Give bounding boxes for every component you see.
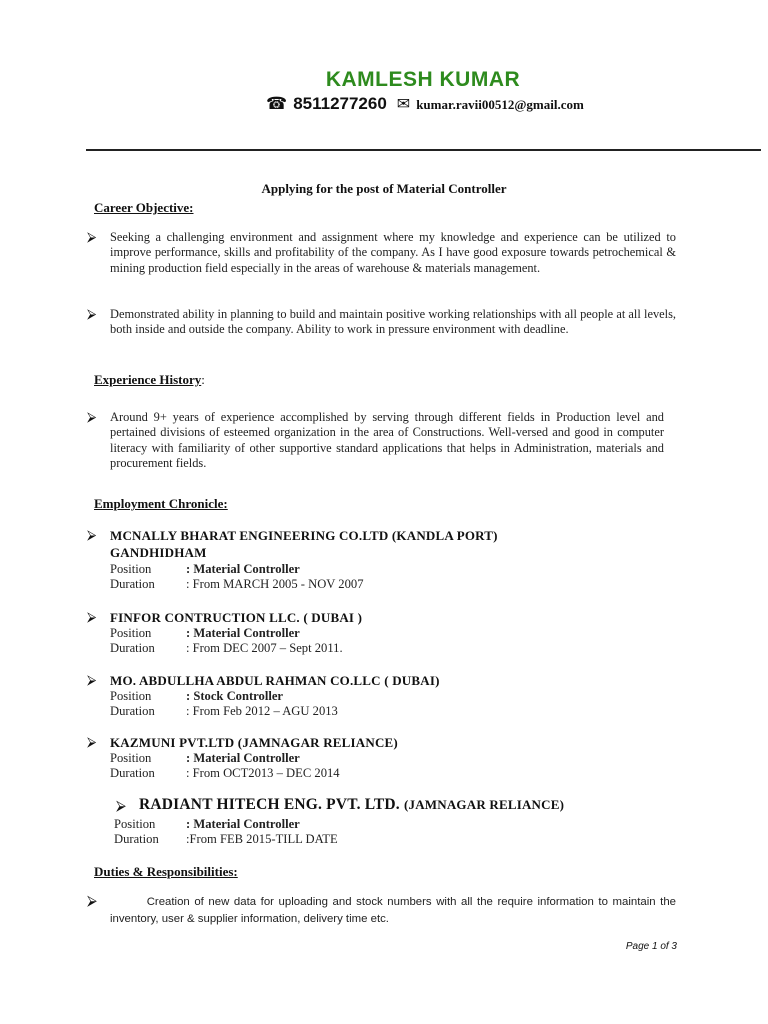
email-address: kumar.ravii00512@gmail.com	[416, 97, 584, 112]
header-divider	[86, 149, 761, 151]
applying-for-title: Applying for the post of Material Controller	[261, 181, 507, 196]
telephone-icon: ☎	[266, 94, 288, 113]
job-company: KAZMUNI PVT.LTD (JAMNAGAR RELIANCE)	[110, 735, 398, 750]
job-company: FINFOR CONTRUCTION LLC. ( DUBAI )	[110, 610, 363, 625]
experience-item: Around 9+ years of experience accomplished by serving through different fields in Production level and pertained divisions of esteemed organization in the area of Constructions. Well-versed and good in computer literacy with familiarity of other supportive standard applications that helps in Administration, materials and procurement fields.	[110, 410, 664, 471]
duties-heading: Duties & Responsibilities:	[94, 864, 238, 879]
job-duration-row: Duration : From Feb 2012 – AGU 2013	[110, 704, 338, 718]
bullet-icon: ⮚	[87, 230, 97, 245]
bullet-icon: ⮚	[116, 798, 126, 814]
candidate-name: KAMLESH KUMAR	[325, 68, 521, 91]
career-objective-heading: Career Objective:	[94, 200, 194, 215]
job-duration-row: Duration : From OCT2013 – DEC 2014	[110, 766, 340, 780]
job-position-row: Position : Material Controller	[110, 751, 300, 765]
job-position-row: Position : Material Controller	[114, 817, 300, 831]
contact-line	[266, 94, 584, 114]
page-number: Page 1 of 3	[625, 941, 677, 952]
bullet-icon: ⮚	[87, 610, 97, 625]
job-duration-row: Duration : From DEC 2007 – Sept 2011.	[110, 641, 343, 655]
job-duration-row: Duration : From MARCH 2005 - NOV 2007	[110, 577, 364, 591]
phone-number: 8511277260	[293, 94, 387, 113]
job-duration-row: Duration :From FEB 2015-TILL DATE	[114, 832, 338, 846]
job-company: MO. ABDULLHA ABDUL RAHMAN CO.LLC ( DUBAI)	[110, 673, 440, 688]
envelope-icon: ✉	[396, 96, 411, 113]
career-objective-item: Seeking a challenging environment and assignment where my knowledge and experience can be utilized to improve performance, skills and profitability of the company. As I have good exposure towards petrochemical & mining production field especially in the areas of warehouse & materials management.	[110, 230, 676, 275]
bullet-icon: ⮚	[87, 893, 97, 909]
bullet-icon: ⮚	[87, 528, 97, 543]
job-position-row: Position : Material Controller	[110, 626, 300, 640]
bullet-icon: ⮚	[87, 307, 97, 322]
job-company: RADIANT HITECH ENG. PVT. LTD. (JAMNAGAR RELIANCE)	[139, 796, 565, 813]
bullet-icon: ⮚	[87, 673, 97, 688]
career-objective-item: Demonstrated ability in planning to build and maintain positive working relationships with all people at all levels, both inside and outside the company. Ability to work in pressure environment with deadline.	[110, 307, 676, 337]
bullet-icon: ⮚	[87, 735, 97, 750]
bullet-icon: ⮚	[87, 410, 97, 425]
job-company-line2: GANDHIDHAM	[110, 545, 207, 560]
job-company: MCNALLY BHARAT ENGINEERING CO.LTD (KANDLA PORT)	[110, 528, 498, 543]
employment-chronicle-heading: Employment Chronicle:	[94, 496, 228, 511]
duties-item: Creation of new data for uploading and stock numbers with all the require information to maintain the inventory, user & supplier information, delivery time etc.	[110, 896, 680, 925]
experience-history-heading: Experience History:	[94, 372, 205, 387]
job-position-row: Position : Stock Controller	[110, 689, 284, 703]
job-position-row: Position : Material Controller	[110, 562, 300, 576]
